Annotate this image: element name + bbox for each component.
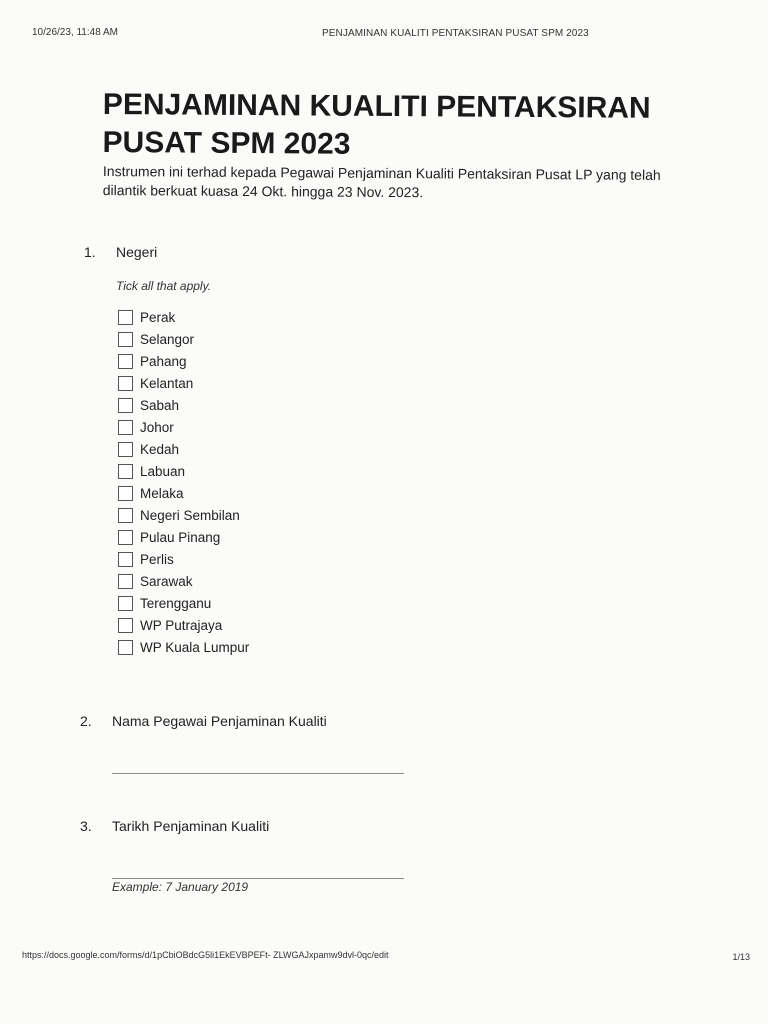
option-label: Negeri Sembilan <box>140 507 240 523</box>
checkbox[interactable] <box>118 464 133 479</box>
option-johor[interactable] <box>118 416 249 438</box>
checkbox[interactable] <box>118 530 133 545</box>
option-wp-kuala-lumpur[interactable] <box>118 636 249 658</box>
form-title: PENJAMINAN KUALITI PENTAKSIRAN PUSAT SPM 2023 <box>102 87 651 161</box>
print-footer-page-number: 1/13 <box>732 952 750 962</box>
print-header-datetime: 10/26/23, 11:48 AM <box>32 27 118 38</box>
checkbox[interactable] <box>118 486 133 501</box>
option-label: Kelantan <box>140 375 194 391</box>
option-label: Terengganu <box>140 595 212 611</box>
option-label: Sabah <box>140 397 180 413</box>
option-label: Perlis <box>140 551 174 567</box>
option-label: WP Kuala Lumpur <box>140 639 250 655</box>
option-negeri-sembilan[interactable] <box>118 504 249 526</box>
option-sabah[interactable] <box>118 394 249 416</box>
option-selangor[interactable] <box>118 328 249 350</box>
checkbox[interactable] <box>118 596 133 611</box>
option-label: Kedah <box>140 441 180 457</box>
option-label: Sarawak <box>140 573 193 589</box>
option-label: Melaka <box>140 485 184 501</box>
option-label: Perak <box>140 309 176 325</box>
checkbox[interactable] <box>118 354 133 369</box>
option-perak[interactable] <box>118 306 249 328</box>
answer-line-name[interactable] <box>112 773 404 774</box>
option-label: Pahang <box>140 353 187 369</box>
option-pahang[interactable] <box>118 350 249 372</box>
option-melaka[interactable] <box>118 482 249 504</box>
option-label: Selangor <box>140 331 195 347</box>
question-number: 3. <box>80 818 92 834</box>
question-number: 1. <box>84 244 96 260</box>
print-footer-url: https://docs.google.com/forms/d/1pCbiOBdcG5li1EkEVBPEFt- ZLWGAJxpamw9dvl-0qc/edit <box>22 950 389 960</box>
option-kelantan[interactable] <box>118 372 249 394</box>
question-hint: Tick all that apply. <box>116 279 212 293</box>
option-pulau-pinang[interactable] <box>118 526 249 548</box>
form-description: Instrumen ini terhad kepada Pegawai Penjaminan Kualiti Pentaksiran Pusat LP yang telah dilantik berkuat kuasa 24 Okt. hingga 23 Nov. 2023. <box>102 162 661 201</box>
checkbox[interactable] <box>118 618 133 633</box>
option-sarawak[interactable] <box>118 570 249 592</box>
option-kedah[interactable] <box>118 438 249 460</box>
checkbox[interactable] <box>118 420 133 435</box>
option-wp-putrajaya[interactable] <box>118 614 249 636</box>
option-terengganu[interactable] <box>118 592 249 614</box>
checkbox[interactable] <box>118 574 133 589</box>
question-label: Nama Pegawai Penjaminan Kualiti <box>112 713 327 729</box>
checkbox[interactable] <box>118 442 133 457</box>
checkbox[interactable] <box>118 552 133 567</box>
checkbox-options <box>118 306 249 658</box>
date-example-hint: Example: 7 January 2019 <box>112 880 249 894</box>
option-label: WP Putrajaya <box>140 617 223 633</box>
checkbox[interactable] <box>118 640 133 655</box>
option-label: Labuan <box>140 463 186 479</box>
checkbox[interactable] <box>118 310 133 325</box>
question-number: 2. <box>80 713 92 729</box>
checkbox[interactable] <box>118 508 133 523</box>
option-label: Pulau Pinang <box>140 529 221 545</box>
option-perlis[interactable] <box>118 548 249 570</box>
checkbox[interactable] <box>118 332 133 347</box>
print-header-title: PENJAMINAN KUALITI PENTAKSIRAN PUSAT SPM 2023 <box>322 28 589 39</box>
checkbox[interactable] <box>118 376 133 391</box>
option-labuan[interactable] <box>118 460 249 482</box>
question-label: Tarikh Penjaminan Kualiti <box>112 818 270 834</box>
question-label: Negeri <box>116 244 158 260</box>
answer-line-date[interactable] <box>112 878 404 879</box>
checkbox[interactable] <box>118 398 133 413</box>
option-label: Johor <box>140 419 174 435</box>
